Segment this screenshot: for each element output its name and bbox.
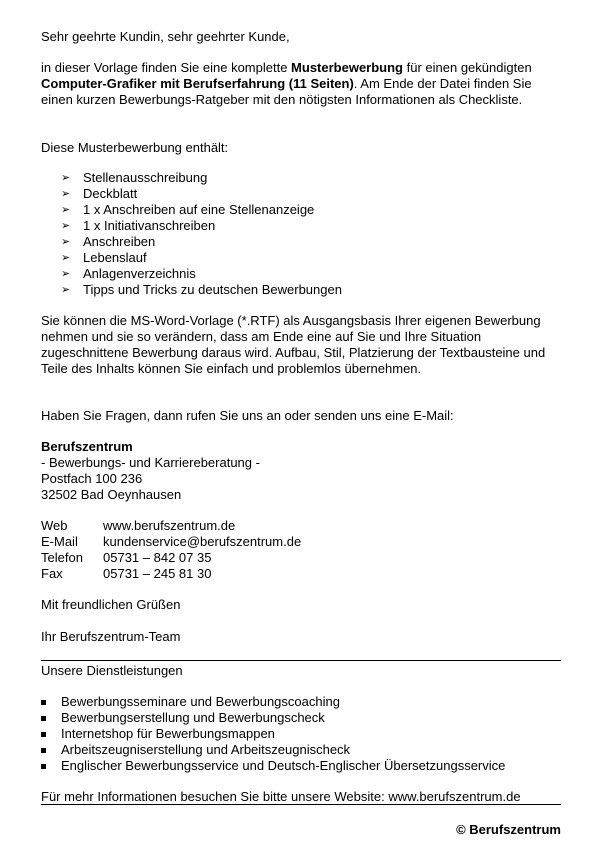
list-item: Bewerbungserstellung und Bewerbungscheck — [41, 710, 505, 726]
list-item: Englischer Bewerbungsservice und Deutsch-Englischer Übersetzungsservice — [41, 758, 505, 774]
list-item: ➢ 1 x Initiativanschreiben — [61, 218, 216, 233]
list-item: Internetshop für Bewerbungsmappen — [41, 726, 505, 742]
copyright: © Berufszentrum — [456, 822, 561, 837]
more-info-text: Für mehr Informationen besuchen Sie bitte unsere Website: www.berufszentrum.de — [41, 789, 521, 804]
contact-row-email: E-Mail kundenservice@berufszentrum.de — [41, 534, 302, 549]
contents-heading: Diese Musterbewerbung enthält: — [41, 140, 229, 155]
arrowhead-icon: ➢ — [61, 204, 71, 216]
company-name: Berufszentrum — [41, 439, 133, 454]
contact-row-fax: Fax 05731 – 245 81 30 — [41, 566, 212, 581]
contact-block — [41, 518, 301, 582]
questions-text: Haben Sie Fragen, dann rufen Sie uns an oder senden uns eine E-Mail: — [41, 408, 454, 423]
contents-list — [61, 170, 342, 298]
body-paragraph: Sie können die MS-Word-Vorlage (*.RTF) als Ausgangsbasis Ihrer eigenen Bewerbung nehmen und sie so verändern, dass am Ende eine auf Sie und Ihre Situation zugeschnittene Bewerbung daraus wird. Aufbau, Stil, Platzierung der Textbausteine und Teile des Inhalts können Sie einfach und problemlos übernehmen. — [41, 313, 546, 376]
square-bullet-icon — [41, 700, 46, 705]
email-link[interactable]: kundenservice@berufszentrum.de — [103, 534, 302, 549]
arrowhead-icon: ➢ — [61, 172, 71, 184]
web-link[interactable]: www.berufszentrum.de — [103, 518, 236, 533]
greeting: Sehr geehrte Kundin, sehr geehrter Kunde, — [41, 29, 290, 44]
services-list — [41, 694, 505, 774]
closing: Mit freundlichen Grüßen — [41, 597, 181, 612]
company-subtitle: - Bewerbungs- und Karriereberatung - — [41, 455, 260, 470]
contact-row-web: Web www.berufszentrum.de — [41, 518, 236, 533]
list-item: Bewerbungsseminare und Bewerbungscoaching — [41, 694, 505, 710]
list-item: ➢ Stellenausschreibung — [61, 170, 208, 185]
arrowhead-icon: ➢ — [61, 188, 71, 200]
intro-text-3: . Am Ende der Datei finden Sie einen kurzen Bewerbungs-Ratgeber mit den nötigsten Informationen als Checkliste. — [41, 76, 532, 107]
list-item: ➢ Anschreiben — [61, 234, 156, 249]
services-heading: Unsere Dienstleistungen — [41, 663, 183, 678]
city: 32502 Bad Oeynhausen — [41, 487, 182, 502]
list-item: ➢ Lebenslauf — [61, 250, 147, 265]
list-item: ➢ Anlagenverzeichnis — [61, 266, 196, 281]
square-bullet-icon — [41, 716, 46, 721]
postbox: Postfach 100 236 — [41, 471, 143, 486]
square-bullet-icon — [41, 748, 46, 753]
signature: Ihr Berufszentrum-Team — [41, 629, 181, 644]
divider — [41, 660, 561, 661]
intro-bold-2: Computer-Grafiker mit Berufserfahrung (11 Seiten) — [41, 76, 354, 91]
list-item: ➢ Deckblatt — [61, 186, 138, 201]
fax-number: 05731 – 245 81 30 — [103, 566, 212, 581]
address-block — [41, 439, 260, 503]
arrowhead-icon: ➢ — [61, 220, 71, 232]
list-item: Arbeitszeugniserstellung und Arbeitszeugnischeck — [41, 742, 505, 758]
divider — [41, 804, 561, 805]
intro-text-1: in dieser Vorlage finden Sie eine komplette — [41, 60, 292, 75]
square-bullet-icon — [41, 764, 46, 769]
arrowhead-icon: ➢ — [61, 284, 71, 296]
square-bullet-icon — [41, 732, 46, 737]
arrowhead-icon: ➢ — [61, 252, 71, 264]
intro-paragraph — [41, 60, 561, 108]
intro-bold-1: Musterbewerbung — [291, 60, 404, 75]
arrowhead-icon: ➢ — [61, 236, 71, 248]
phone-number: 05731 – 842 07 35 — [103, 550, 212, 565]
list-item: ➢ Tipps und Tricks zu deutschen Bewerbungen — [61, 282, 342, 297]
list-item: ➢ 1 x Anschreiben auf eine Stellenanzeige — [61, 202, 315, 217]
intro-text-2: für einen gekündigten — [403, 60, 532, 75]
contact-row-phone: Telefon 05731 – 842 07 35 — [41, 550, 212, 565]
arrowhead-icon: ➢ — [61, 268, 71, 280]
